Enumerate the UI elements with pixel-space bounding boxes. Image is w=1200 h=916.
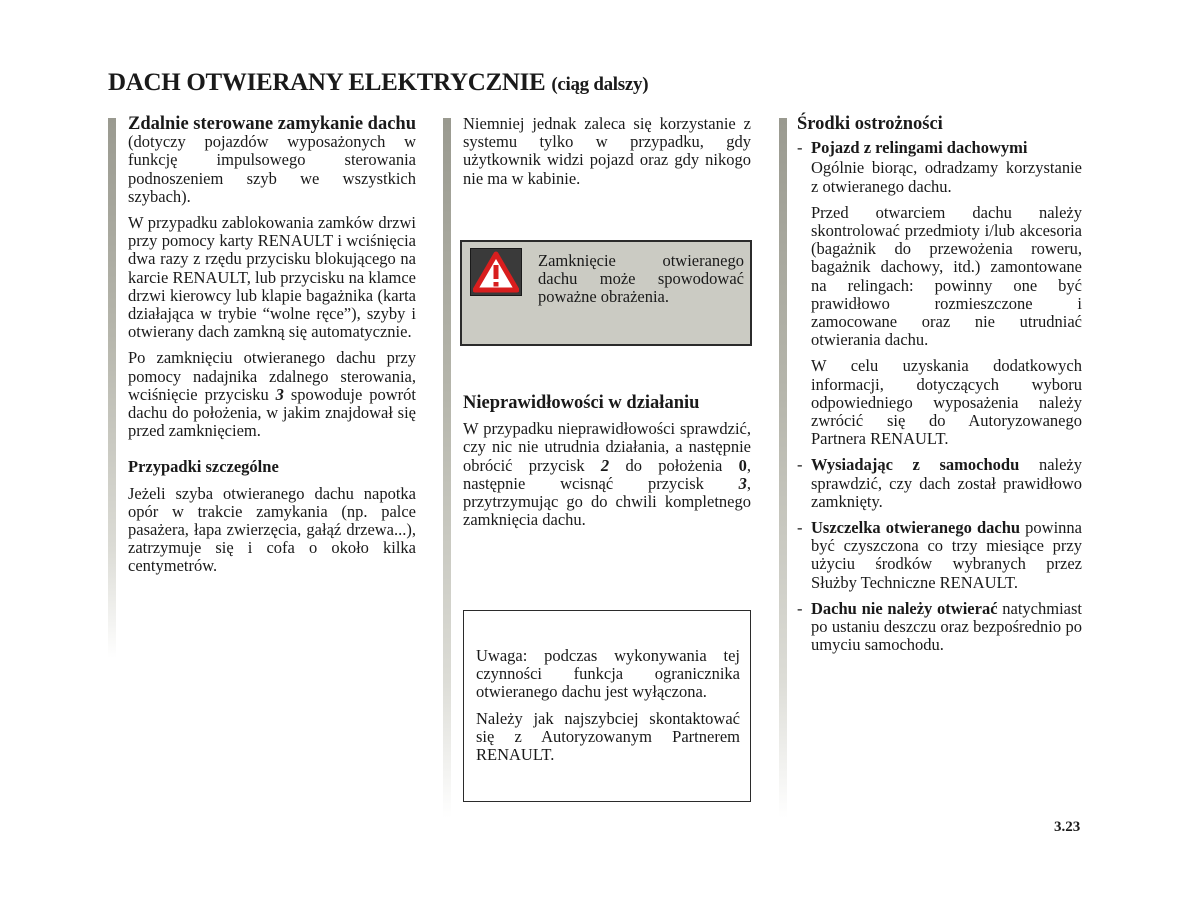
col2-p2-a: W przypadku nieprawidłowości sprawdzić, czy nic nie utrudnia działania, a następnie obrócić przycisk — [463, 419, 751, 475]
note-paragraph-2: Należy jak najszybciej skontaktować się z Autoryzowanym Partnerem RENAULT. — [476, 708, 740, 765]
button-number-3: 3 — [275, 384, 284, 404]
item1-heading: Pojazd z relingami dachowymi — [811, 138, 1028, 158]
col2-p2-d: , przytrzymując go do chwili kompletnego zamknięcia dachu. — [463, 473, 751, 530]
col1-p3-a: Po zamknięciu otwieranego dachu przy pomocy nadajnika zdalnego sterowania, wciśnięcie przycisku — [128, 348, 416, 404]
button-number-3b: 3 — [738, 473, 747, 493]
col3-heading: Środki ostrożności — [797, 114, 943, 134]
col2-heading: Nieprawidłowości w działaniu — [463, 393, 700, 413]
title-main: DACH OTWIERANY ELEKTRYCZNIE — [108, 69, 546, 96]
list-item — [797, 456, 1082, 511]
item1-paragraph-3: W celu uzyskania dodatkowych informacji, dotyczących wyboru odpowiedniego wyposażenia należy zwrócić się do Autoryzowanego Partnera RENAULT. — [811, 356, 1082, 449]
col1-paragraph-2: W przypadku zablokowania zamków drzwi przy pomocy karty RENAULT i wciśnięcia dwa razy z rzędu przycisku blokującego na karcie RENAULT, lub przycisku na klamce drzwi kierowcy lub klapie bagażnika (karta działająca w trybie “wolne ręce”), szyby i otwierany dach zamkną się automatycznie. — [128, 213, 416, 342]
col2-paragraph-2 — [463, 420, 751, 529]
page-number: 3.23 — [1054, 819, 1081, 835]
note-box — [463, 610, 751, 802]
item2-text: należy sprawdzić, czy dach został prawidłowo zamknięty. — [811, 455, 1083, 511]
item2-heading: Wysiadając z samochodu — [811, 455, 1020, 475]
column-3 — [797, 115, 1082, 662]
precautions-list — [797, 139, 1082, 157]
note-paragraph-1: Uwaga: podczas wykonywania tej czynności funkcja ogranicznika otwieranego dachu jest wyłączona. — [476, 646, 740, 702]
col1-paragraph-3 — [128, 349, 416, 440]
col1-p3-b: spowoduje powrót dachu do położenia, w jakim znajdował się przed zamknięciem. — [128, 384, 416, 441]
button-number-2: 2 — [600, 455, 610, 475]
item1-paragraph-2: Przed otwarciem dachu należy skontrolować przedmioty i/lub akcesoria (bagażnik do przewożenia roweru, bagażnik dachowy, itd.) zamontowane na relingach: powinny one być prawidłowo rozmieszczone i zamocowane oraz nie utrudniać otwierania dachu. — [811, 202, 1082, 350]
column-bar-1 — [108, 118, 116, 658]
item3-heading: Uszczelka otwieranego dachu — [811, 518, 1021, 538]
list-dash: - — [797, 518, 803, 538]
list-item — [797, 600, 1082, 655]
precautions-list-2 — [797, 456, 1082, 654]
warning-triangle-icon — [470, 248, 522, 296]
item3-text: powinna być czyszczona co trzy miesiące przy użyciu środków wybranych przez Służby Techniczne RENAULT. — [811, 518, 1082, 592]
column-2-lower — [463, 394, 751, 537]
list-dash: - — [797, 138, 803, 158]
list-dash: - — [797, 455, 803, 475]
column-bar-2 — [443, 118, 451, 818]
col1-subheading: Przypadki szczególne — [128, 457, 279, 477]
list-item — [797, 139, 1082, 157]
page-title — [108, 69, 649, 96]
col1-paragraph-4: Jeżeli szyba otwieranego dachu napotka opór w trakcie zamykania (np. palce pasażera, łapa zwierzęcia, gałąź drzewa...), zatrzymuje się i cofa o około kilka centymetrów. — [128, 483, 416, 576]
warning-box — [460, 240, 752, 346]
col2-paragraph-1: Niemniej jednak zaleca się korzystanie z systemu tylko w przypadku, gdy użytkownik widzi pojazd oraz gdy nikogo nie ma w kabinie. — [463, 114, 751, 188]
col1-heading: Zdalnie sterowane zamykanie dachu — [128, 114, 416, 134]
item1-paragraph-1: Ogólnie biorąc, odradzamy korzystanie z otwieranego dachu. — [811, 158, 1082, 196]
col1-intro — [128, 115, 416, 206]
col2-p2-c: , następnie wcisnąć przycisk — [463, 455, 752, 493]
list-dash: - — [797, 598, 803, 618]
column-2 — [463, 115, 751, 196]
item4-heading: Dachu nie należy otwierać — [811, 598, 998, 618]
item4-text: natychmiast po ustaniu deszczu oraz bezpośrednio po umyciu samochodu. — [811, 598, 1082, 655]
col1-heading-rest: (dotyczy pojazdów wyposażonych w funkcję impulsowego sterowania podnoszeniem szyb we wszystkich szybach). — [128, 132, 416, 206]
col2-p2-b: do położenia — [609, 455, 739, 475]
position-number-0: 0 — [738, 455, 747, 475]
column-1 — [128, 115, 416, 584]
list-item — [797, 519, 1082, 592]
column-bar-3 — [779, 118, 787, 818]
title-sub: (ciąg dalszy) — [551, 74, 649, 95]
warning-text: Zamknięcie otwieranego dachu może spowodować poważne obrażenia. — [538, 251, 744, 307]
